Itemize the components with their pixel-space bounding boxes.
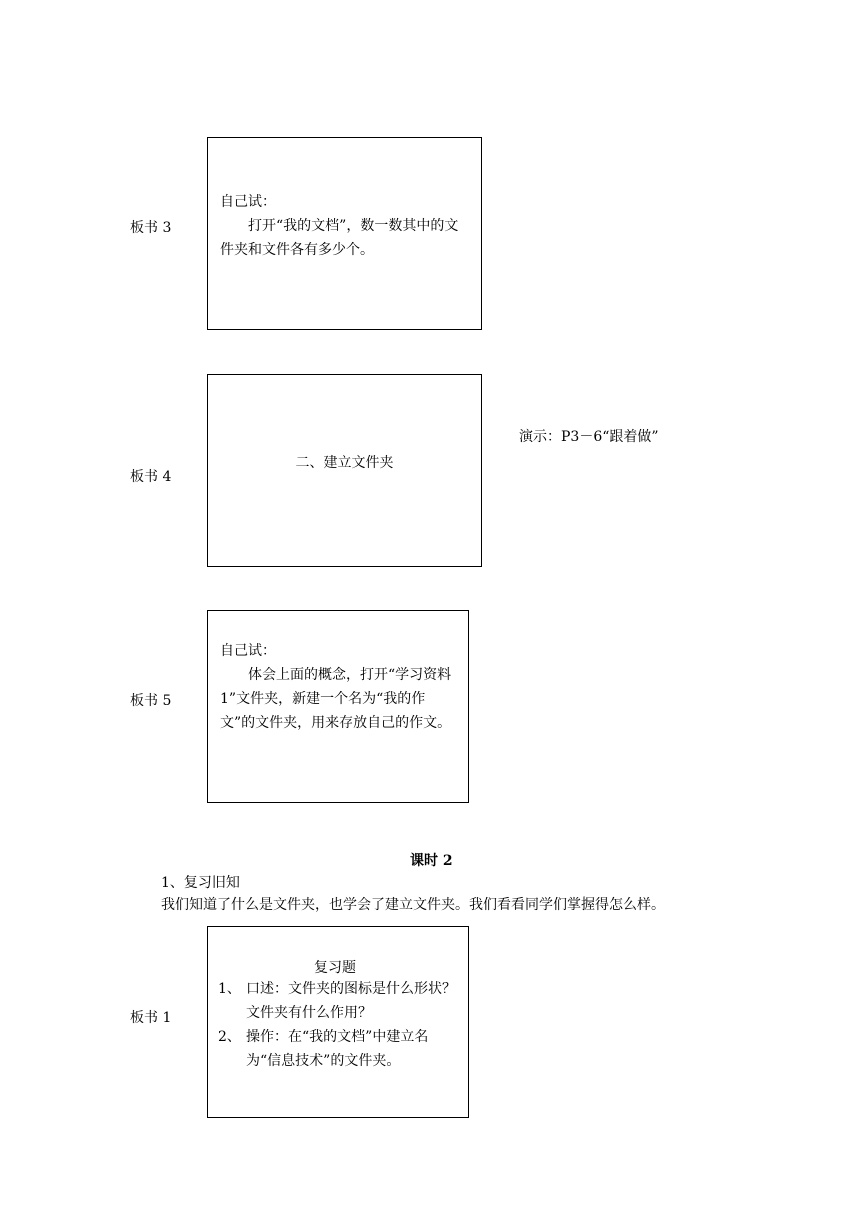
board-5-content: [220, 639, 458, 735]
review-question-text: 口述：文件夹的图标是什么形状？文件夹有什么作用？: [246, 981, 456, 1021]
board-5-body: 体会上面的概念，打开“学习资料 1”文件夹，新建一个名为“我的作文”的文件夹，用来存放自己的作文。: [220, 667, 452, 731]
board-5-box: [207, 610, 469, 803]
review-board-label: 板书 1: [130, 1010, 172, 1026]
board-3-label: 板书 3: [130, 220, 172, 236]
review-question-number: 2、: [218, 1029, 241, 1045]
review-question: [218, 977, 460, 1025]
review-question: [218, 1025, 460, 1073]
review-question-number: 1、: [218, 981, 241, 997]
board-5-label: 板书 5: [130, 693, 172, 709]
review-question-text: 操作：在“我的文档”中建立名为“信息技术”的文件夹。: [246, 1029, 429, 1069]
lesson-2-heading: 课时 2: [410, 853, 453, 869]
board-3-content: [220, 190, 472, 262]
lesson-2-paragraph: 我们知道了什么是文件夹，也学会了建立文件夹。我们看看同学们掌握得怎么样。: [161, 897, 665, 913]
review-board-box: [207, 926, 469, 1118]
board-4-label: 板书 4: [130, 469, 172, 485]
lesson-2-item-1: 1、复习旧知: [161, 875, 240, 891]
review-board-title: 复习题: [314, 960, 356, 976]
board-4-heading: 二、建立文件夹: [295, 455, 394, 471]
board-4-box: [207, 374, 482, 567]
board-3-title: 自己试：: [220, 194, 276, 210]
board-3-body: 打开“我的文档”，数一数其中的文件夹和文件各有多少个。: [220, 218, 459, 258]
review-question-list: [218, 977, 460, 1073]
demo-note: 演示：P3－6“跟着做”: [519, 429, 659, 445]
board-3-box: [207, 137, 482, 330]
board-5-title: 自己试：: [220, 643, 276, 659]
